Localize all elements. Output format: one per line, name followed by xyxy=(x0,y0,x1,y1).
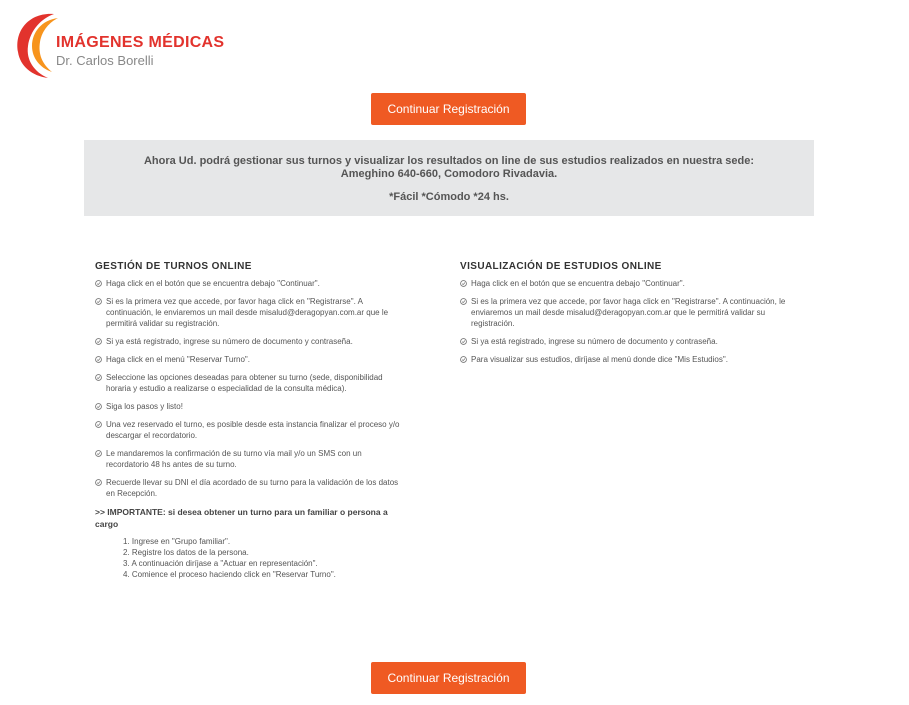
turnos-section xyxy=(95,261,400,580)
family-substep: 2. Registre los datos de la persona. xyxy=(123,548,249,557)
estudios-heading: VISUALIZACIÓN DE ESTUDIOS ONLINE xyxy=(460,261,662,272)
turnos-step-text: Si es la primera vez que accede, por favor haga click en "Registrarse". A continuación, le enviaremos un mail desde misalud@deragopyan.com.ar que le permitirá validar su registración. xyxy=(106,297,389,328)
turnos-step-text: Siga los pasos y listo! xyxy=(106,402,183,411)
family-substep: 1. Ingrese en "Grupo familiar". xyxy=(123,537,231,546)
check-circle-icon xyxy=(95,280,102,287)
estudios-step-text: Para visualizar sus estudios, diríjase al menú donde dice "Mis Estudios". xyxy=(471,355,728,364)
turnos-step xyxy=(95,354,400,365)
check-circle-icon xyxy=(95,479,102,486)
turnos-step-text: Seleccione las opciones deseadas para obtener su turno (sede, disponibilidad horaria y estudio a realizarse o especialidad de la consulta médica). xyxy=(106,373,383,393)
family-substep: 4. Comience el proceso haciendo click en "Reservar Turno". xyxy=(123,570,336,579)
estudios-step-text: Si es la primera vez que accede, por favor haga click en "Registrarse". A continuación, le enviaremos un mail desde misalud@deragopyan.com.ar que le permitirá validar su registración. xyxy=(471,297,786,328)
banner-line-1: Ahora Ud. podrá gestionar sus turnos y visualizar los resultados on line de sus estudios realizados en nuestra sede: xyxy=(143,155,755,167)
important-note: >> IMPORTANTE: si desea obtener un turno para un familiar o persona a cargo xyxy=(95,507,388,529)
check-circle-icon xyxy=(95,338,102,345)
turnos-step-text: Si ya está registrado, ingrese su número de documento y contraseña. xyxy=(106,337,353,346)
turnos-step xyxy=(95,372,400,394)
estudios-section xyxy=(460,261,790,372)
turnos-step xyxy=(95,419,400,441)
turnos-step xyxy=(95,477,400,499)
estudios-step xyxy=(460,354,790,365)
estudios-step xyxy=(460,278,790,289)
banner-line-2: Ameghino 640-660, Comodoro Rivadavia. xyxy=(340,168,558,180)
turnos-step xyxy=(95,336,400,347)
logo-title: IMÁGENES MÉDICAS xyxy=(56,34,225,51)
turnos-step xyxy=(95,448,400,470)
turnos-heading: GESTIÓN DE TURNOS ONLINE xyxy=(95,261,252,272)
check-circle-icon xyxy=(95,403,102,410)
estudios-step xyxy=(460,336,790,347)
logo-subtitle: Dr. Carlos Borelli xyxy=(56,53,154,68)
check-circle-icon xyxy=(95,450,102,457)
check-circle-icon xyxy=(460,338,467,345)
turnos-step-text: Haga click en el menú "Reservar Turno". xyxy=(106,355,250,364)
estudios-step-text: Si ya está registrado, ingrese su número de documento y contraseña. xyxy=(471,337,718,346)
logo[interactable] xyxy=(12,8,225,80)
check-circle-icon xyxy=(95,298,102,305)
check-circle-icon xyxy=(460,356,467,363)
continue-registration-button-top[interactable]: Continuar Registración xyxy=(371,93,526,125)
turnos-step-text: Una vez reservado el turno, es posible desde esta instancia finalizar el proceso y/o descargar el recordatorio. xyxy=(106,420,400,440)
turnos-step-text: Recuerde llevar su DNI el día acordado de su turno para la validación de los datos en Recepción. xyxy=(106,478,399,498)
estudios-step xyxy=(460,296,790,329)
check-circle-icon xyxy=(95,421,102,428)
check-circle-icon xyxy=(460,280,467,287)
turnos-step xyxy=(95,296,400,329)
continue-registration-button-bottom[interactable]: Continuar Registración xyxy=(371,662,526,694)
check-circle-icon xyxy=(95,356,102,363)
turnos-step-text: Le mandaremos la confirmación de su turno vía mail y/o un SMS con un recordatorio 48 hs antes de su turno. xyxy=(106,449,362,469)
info-banner xyxy=(84,140,814,216)
turnos-step xyxy=(95,401,400,412)
family-substep: 3. A continuación diríjase a "Actuar en representación". xyxy=(123,559,318,568)
turnos-step-text: Haga click en el botón que se encuentra debajo "Continuar". xyxy=(106,279,320,288)
check-circle-icon xyxy=(95,374,102,381)
turnos-step xyxy=(95,278,400,289)
check-circle-icon xyxy=(460,298,467,305)
estudios-step-text: Haga click en el botón que se encuentra debajo "Continuar". xyxy=(471,279,685,288)
banner-tagline: *Fácil *Cómodo *24 hs. xyxy=(389,191,509,203)
